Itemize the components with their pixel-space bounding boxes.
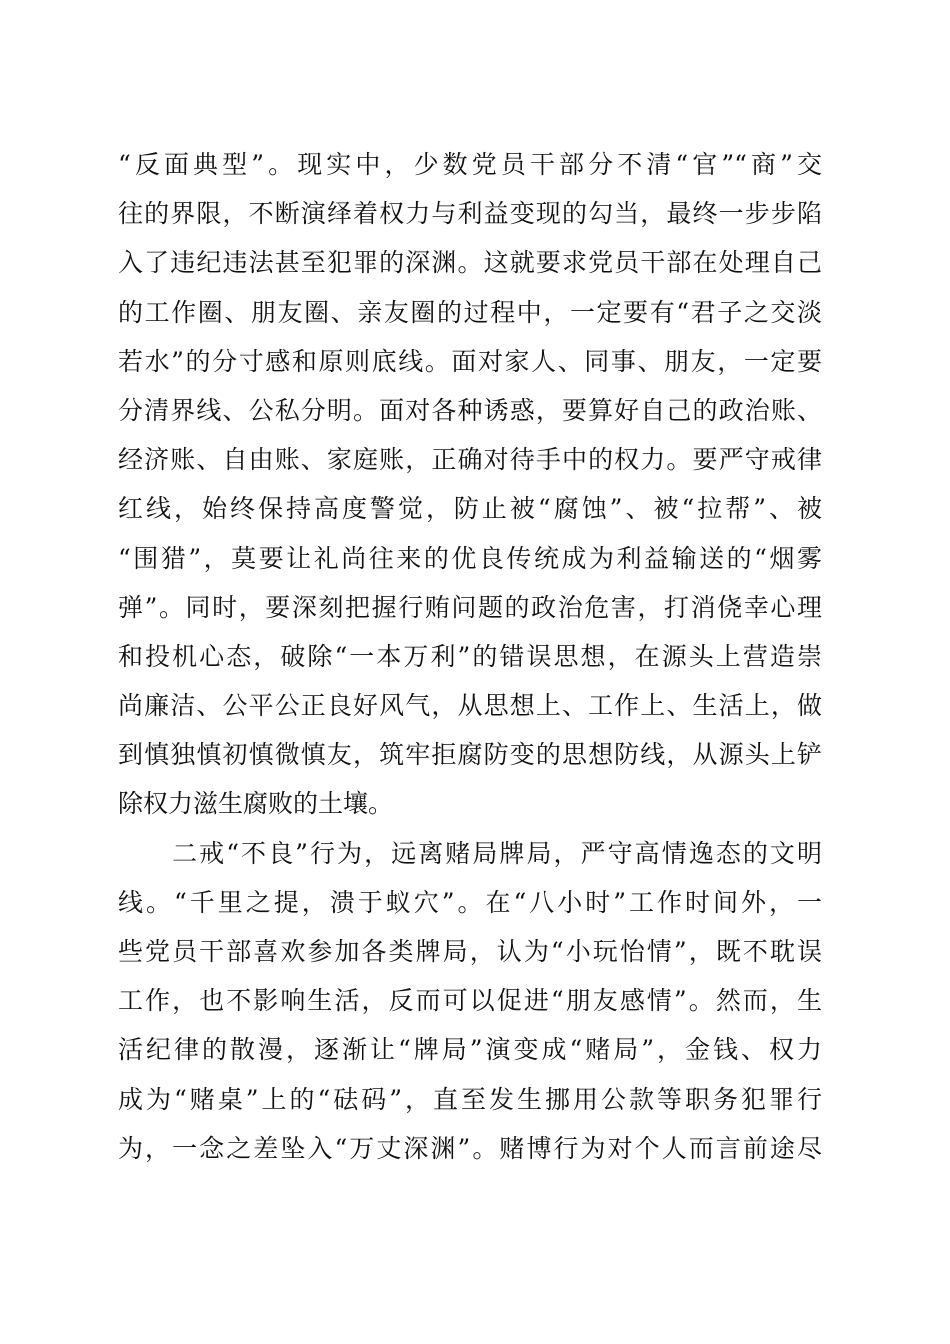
text-line: 成为“赌桌”上的“砝码”，直至发生挪用公款等职务犯罪行 [118, 1084, 822, 1114]
text-line: 经济账、自由账、家庭账，正确对待手中的权力。要严守戒律 [118, 445, 822, 475]
text-line: 线。“千里之提，溃于蚁穴”。在“八小时”工作时间外，一 [118, 887, 822, 917]
text-line: 些党员干部喜欢参加各类牌局，认为“小玩怡情”，既不耽误 [118, 937, 822, 966]
text-line: “反面典型”。现实中，少数党员干部分不清“官”“商”交 [118, 150, 822, 179]
text-line: 尚廉洁、公平公正良好风气，从思想上、工作上、生活上，做 [118, 691, 822, 721]
text-line: 工作，也不影响生活，反而可以促进“朋友感情”。然而，生 [118, 986, 822, 1016]
text-line: 和投机心态，破除“一本万利”的错误思想，在源头上营造崇 [118, 641, 822, 671]
text-line: 的工作圈、朋友圈、亲友圈的过程中，一定要有“君子之交淡 [118, 297, 822, 327]
text-line: 活纪律的散漫，逐渐让“牌局”演变成“赌局”，金钱、权力 [118, 1035, 822, 1065]
text-line: 二戒“不良”行为，远离赌局牌局，严守高情逸态的文明 [118, 838, 822, 868]
document-page [118, 140, 822, 1173]
text-line: 为，一念之差坠入“万丈深渊”。赌博行为对个人而言前途尽 [118, 1133, 822, 1163]
text-line: “围猎”，莫要让礼尚往来的优良传统成为利益输送的“烟雾 [118, 543, 822, 573]
text-line: 分清界线、公私分明。面对各种诱惑，要算好自己的政治账、 [118, 395, 822, 425]
text-line: 若水”的分寸感和原则底线。面对家人、同事、朋友，一定要 [118, 346, 822, 376]
text-line: 到慎独慎初慎微慎友，筑牢拒腐防变的思想防线，从源头上铲 [118, 740, 822, 770]
text-line: 往的界限，不断演绎着权力与利益变现的勾当，最终一步步陷 [118, 199, 822, 229]
text-line: 红线，始终保持高度警觉，防止被“腐蚀”、被“拉帮”、被 [118, 494, 822, 524]
text-line: 入了违纪违法甚至犯罪的深渊。这就要求党员干部在处理自己 [118, 248, 822, 278]
paragraph-end-line: 除权力滋生腐败的土壤。 [118, 789, 394, 819]
text-line: 弹”。同时，要深刻把握行贿问题的政治危害，打消侥幸心理 [118, 592, 822, 622]
